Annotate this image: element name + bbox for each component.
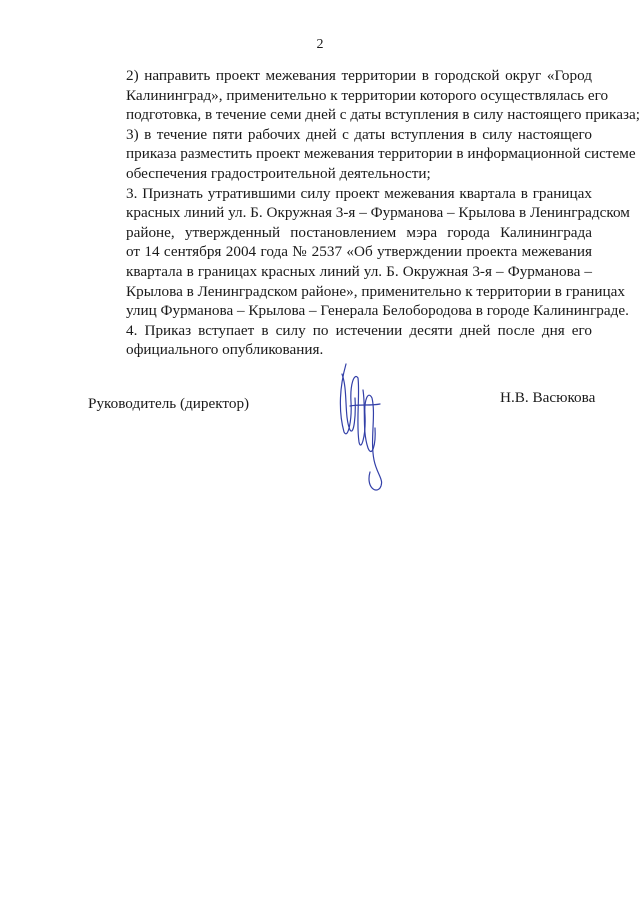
text-line: подготовка, в течение семи дней с даты вступления в силу настоящего приказа; bbox=[126, 106, 640, 124]
signatory-name: Н.В. Васюкова bbox=[500, 389, 596, 406]
text-line: квартала в границах красных линий ул. Б. Окружная 3-я – Фурманова – bbox=[126, 262, 592, 280]
text-line: приказа разместить проект межевания территории в информационной системе bbox=[126, 145, 636, 163]
paragraph-section-4 bbox=[88, 321, 592, 360]
document-body bbox=[88, 66, 640, 360]
text-line: 2) направить проект межевания территории в городской округ «Город bbox=[126, 67, 592, 84]
text-line: 3) в течение пяти рабочих дней с даты вступления в силу настоящего bbox=[126, 125, 592, 143]
paragraph-item-2 bbox=[88, 66, 640, 125]
text-line: улиц Фурманова – Крылова – Генерала Белобородова в городе Калининграде. bbox=[126, 302, 629, 320]
text-line: Калининград», применительно к территории которого осуществлялась его bbox=[126, 86, 609, 104]
text-line: районе, утвержденный постановлением мэра города Калининграда bbox=[126, 223, 592, 241]
text-line: обеспечения градостроительной деятельности; bbox=[126, 164, 431, 182]
handwritten-signature bbox=[330, 360, 410, 495]
text-line: 4. Приказ вступает в силу по истечении десяти дней после дня его bbox=[126, 321, 592, 339]
page-number: 2 bbox=[316, 37, 324, 52]
text-line: от 14 сентября 2004 года № 2537 «Об утверждении проекта межевания bbox=[126, 243, 592, 261]
text-line: 3. Признать утратившими силу проект межевания квартала в границах bbox=[126, 184, 592, 202]
text-line: официального опубликования. bbox=[126, 341, 324, 359]
paragraph-section-3 bbox=[88, 184, 630, 321]
text-line: красных линий ул. Б. Окружная 3-я – Фурманова – Крылова в Ленинградском bbox=[126, 204, 630, 222]
signatory-title: Руководитель (директор) bbox=[88, 395, 250, 412]
paragraph-item-3 bbox=[88, 125, 636, 184]
text-line: Крылова в Ленинградском районе», применительно к территории в границах bbox=[126, 282, 626, 300]
